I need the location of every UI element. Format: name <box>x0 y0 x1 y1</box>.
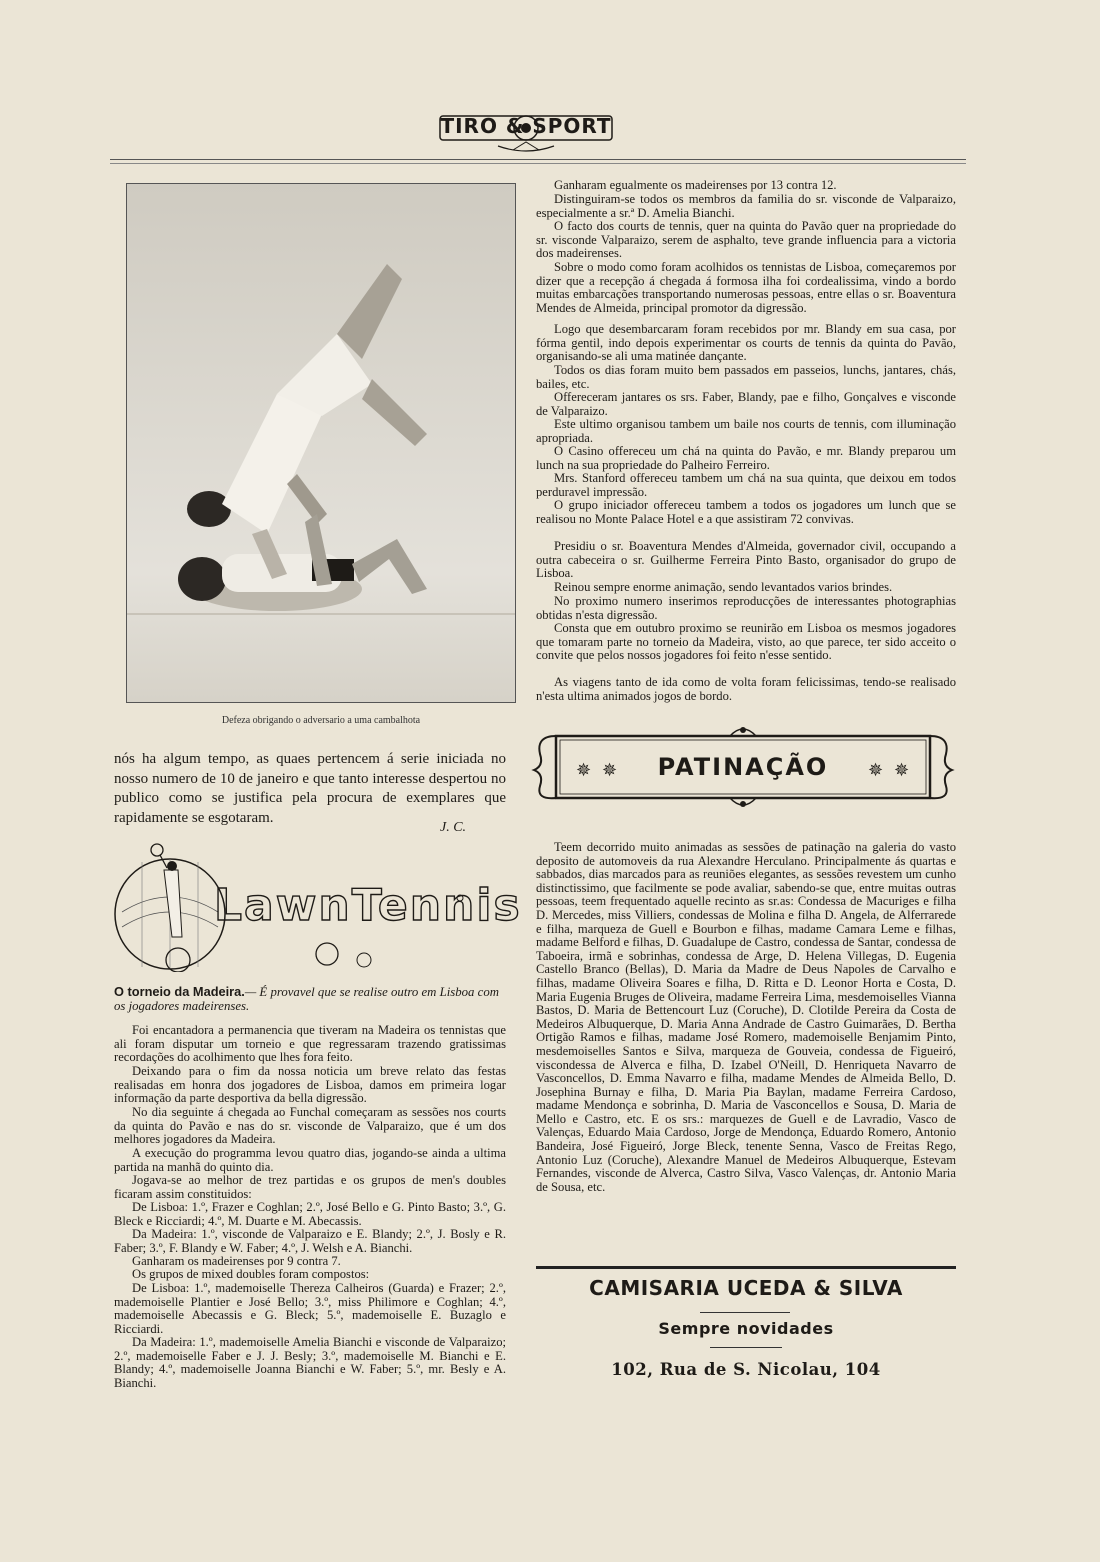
tennis-paragraph-6: De Lisboa: 1.º, Frazer e Coghlan; 2.º, José Bello e G. Pinto Basto; 3.º, G. Bleck e Ricciardi; 4.º, M. Duarte e M. Abecassis. <box>114 1200 506 1228</box>
advert-address: 102, Rua de S. Nicolau, 104 <box>611 1360 881 1379</box>
right-paragraph-12: Presidiu o sr. Boaventura Mendes d'Almeida, governador civil, occupando a outra cabeceira o sr. Guilherme Ferreira Pinto Basto, organisador do grupo de Lisboa. <box>536 539 956 581</box>
lawn-tennis-header <box>112 842 522 972</box>
patinacao-title: PATINAÇÃO <box>657 753 829 781</box>
tennis-paragraph-7: Da Madeira: 1.º, visconde de Valparaizo e E. Blandy; 2.º, J. Bosly e R. Faber; 3.º, F. Blandy e W. Faber; 4.º, J. Welsh e A. Bianchi. <box>114 1227 506 1255</box>
masthead-logo <box>438 106 614 156</box>
right-paragraph-16: As viagens tanto de ida como de volta foram felicissimas, tendo-se realisado n'esta ultima animados jogos de bordo. <box>536 675 956 703</box>
tennis-paragraph-1: Foi encantadora a permanencia que tiveram na Madeira os tennistas que ali foram disputar um torneio e que regressaram trazendo gratissimas recordações do acolhimento que lhes fora feito. <box>114 1023 506 1065</box>
tennis-paragraph-10: De Lisboa: 1.º, mademoiselle Thereza Calheiros (Guarda) e Frazer; 2.º, mademoiselle Plantier e José Bello; 3.º, miss Philimore e Coghlan; 4.º, mademoiselle Abecassis e G. Bleck; 5.º, mademoiselle E. Buzaglo e Ricciardi. <box>114 1281 506 1336</box>
svg-text:✵: ✵ <box>576 760 592 781</box>
advert-divider <box>700 1312 790 1313</box>
advert-top-rule <box>536 1266 956 1269</box>
wrestling-photo <box>126 183 516 703</box>
wrestlers-illustration-icon <box>127 184 515 702</box>
tennis-section-heading <box>114 985 506 1013</box>
author-signature: J. C. <box>440 820 467 835</box>
tennis-section-title: O torneio da Madeira. <box>114 984 245 999</box>
svg-text:✵: ✵ <box>602 760 618 781</box>
lawn-tennis-title: LawnTennis <box>214 880 522 931</box>
right-paragraph-1: Ganharam egualmente os madeirenses por 13 contra 12. <box>554 178 837 192</box>
right-paragraph-9: O Casino offereceu um chá na quinta do Pavão, e mr. Blandy preparou um lunch na sua propriedade do Palheiro Ferreiro. <box>536 444 956 472</box>
tennis-paragraph-5: Jogava-se ao melhor de trez partidas e os grupos de men's doubles ficaram assim constituidos: <box>114 1173 506 1201</box>
advert-divider-2 <box>710 1347 782 1348</box>
right-paragraph-8: Este ultimo organisou tambem um baile nos courts de tennis, com illuminação apropriada. <box>536 417 956 445</box>
right-paragraph-4: Sobre o modo como foram acolhidos os tennistas de Lisboa, começaremos por dizer que a recepção á chegada á formosa ilha foi cordealissima, vindo a bordo muitas embarcações transportando numerosas pessoas, entre ellas o sr. Boaventura Mendes de Almeida, principal promotor da digressão. <box>536 260 956 315</box>
header-rule <box>110 159 966 160</box>
masthead-title: TIRO & SPORT <box>440 114 612 138</box>
right-paragraph-11: O grupo iniciador offereceu tambem a todos os jogadores um lunch que se realisou no Monte Palace Hotel e a que assistiram 72 convivas. <box>536 498 956 526</box>
photo-caption: Defeza obrigando o adversario a uma cambalhota <box>221 715 421 726</box>
right-paragraph-13: Reinou sempre enorme animação, sendo levantados varios brindes. <box>554 580 893 594</box>
tennis-paragraph-4: A execução do programma levou quatro dias, jogando-se ainda a ultima partida na manhã do quinto dia. <box>114 1146 506 1174</box>
header-rule-secondary <box>110 163 966 164</box>
patinacao-header <box>530 720 956 812</box>
tennis-paragraph-11: Da Madeira: 1.º, mademoiselle Amelia Bianchi e visconde de Valparaizo; 2.º, mademoiselle Faber e J. J. Besly; 3.º, mademoiselle M. Bianchi e E. Blandy; 4.º, mademoiselle Joanna Bianchi e W. Faber; 5.º, mr. Besly e A. Bianchi. <box>114 1335 506 1390</box>
right-paragraph-15: Consta que em outubro proximo se reunirão em Lisboa os mesmos jogadores que tomaram parte no torneio da Madeira, visto, ao que parece, ter sido acceito o convite que pelos nossos jogadores foi feito n'esse sentido. <box>536 621 956 663</box>
right-paragraph-6: Todos os dias foram muito bem passados em passeios, lunchs, jantares, chás, bailes, etc. <box>536 363 956 391</box>
right-paragraph-7: Offereceram jantares os srs. Faber, Blandy, pae e filho, Gonçalves e visconde de Valparaizo. <box>536 390 956 418</box>
right-paragraph-2: Distinguiram-se todos os membros da familia do sr. visconde de Valparaizo, especialmente a sr.ª D. Amelia Bianchi. <box>536 192 956 220</box>
tennis-paragraph-9: Os grupos de mixed doubles foram compostos: <box>132 1267 370 1281</box>
right-paragraph-14: No proximo numero inserimos reproducções de interessantes photographias obtidas n'esta digressão. <box>536 594 956 622</box>
advert-subtitle: Sempre novidades <box>658 1319 834 1338</box>
patinacao-paragraph: Teem decorrido muito animadas as sessões de patinação na galeria do vasto deposito de automoveis da rua Alexandre Herculano. Principalmente ás quartas e sabbados, dias marcados para as reuniões elegantes, as sessões revestem um cunho distinctissimo, que facilmente se pode avaliar, sabendo-se que, entre muitas outras pessoas, teem frequentado aquelle recinto as sr.as: Condessa de Macuriges e filha D. Mercedes, miss Villiers, condessas de Molina e filha D. Angela, de Alferrarede e filha, marqueza de Guell e Bourbon e filhas, madame Camara Leme e filhas, madame Belford e filhas, D. Guadalupe de Castro, condessa de Santar, condessa de Taboeira, irmã e sobrinhas, condessa de Arge, D. Helena Villegas, D. Eugenia Castello Branco (Bellas), D. Maria da Madre de Deus Napoles de Carvalho e filhas, madame Oliveira Soares e filha, D. Ritta e D. Leonor Horta e Costa, D. Maria Eugenia Bruges de Oliveira, madame Ferreira Lima, mesdemoiselles Vianna Bastos, D. Maria de Bettencourt Luz (Coruche), D. Clotilde Pereira da Costa de Medeiros Albuquerque, D. Maria Anna Andrade de Castro Guimarães, D. Bertha Ortigão Ramos e filhas, madame José Romero, mademoiselle Benjamim Pinto, mesdemoiselles Santos e Silva, marqueza de Gouveia, condessa de Figueiró, viscondessa de Alverca e filha, D. Izabel O'Neill, D. Henriqueta Navarro de Vasconcellos, D. Emma Navarro e filha, madame Mendes de Almeida Bello, D. Josephina Burnay e filha, D. Maria Pia Baylan, madame Ferreira Cardoso, madame Mendonça e sobrinha, D. Maria de Vasconcellos e Sousa, D. Maria de Mello e Castro, etc. E os srs.: marquezes de Guell e de Lavradio, Vasco de Valenças, Eduardo Maia Cardoso, Jorge de Mendonça, Eduardo Romero, Antonio Bandeira, José Figueiró, Jorge Bleck, tenente Senna, Vasco de Freitas Rego, Antonio Luz (Coruche), Alexandre Manuel de Medeiros Albuquerque, Estevam Fernandes, visconde de Alverca, Castro Silva, Vasco Valenças, dr. Antonio Maria de Sousa, etc. <box>536 840 956 1194</box>
tennis-paragraph-3: No dia seguinte á chegada ao Funchal começaram as sessões nos courts da quinta do Pavão e nas do sr. visconde de Valparaizo, que é um dos melhores jogadores da Madeira. <box>114 1105 506 1147</box>
right-paragraph-10: Mrs. Stanford offereceu tambem um chá na sua quinta, que deixou em todos perduravel impressão. <box>536 471 956 499</box>
svg-text:✵: ✵ <box>894 760 910 781</box>
intro-paragraph: nós ha algum tempo, as quaes pertencem á serie iniciada no nosso numero de 10 de janeiro e que tanto interesse despertou no publico como se justifica pela procura de exemplares que rapidamente se esgotaram. <box>114 751 506 826</box>
svg-text:✵: ✵ <box>868 760 884 781</box>
right-paragraph-5: Logo que desembarcaram foram recebidos por mr. Blandy em sua casa, por fórma gentil, indo depois experimentar os courts de tennis da quinta do Pavão, organisando-se ali uma matinée dançante. <box>536 322 956 364</box>
tennis-paragraph-8: Ganharam os madeirenses por 9 contra 7. <box>132 1254 341 1268</box>
tennis-section-subtitle: — É provavel que se realise outro em Lisboa com os jogadores madeirenses. <box>114 985 499 1013</box>
right-paragraph-3: O facto dos courts de tennis, quer na quinta do Pavão quer na propriedade do sr. visconde Valparaizo, serem de asphalto, teve grande influencia para a victoria dos madeirenses. <box>536 219 956 261</box>
advert-title: CAMISARIA UCEDA & SILVA <box>589 1276 903 1300</box>
tennis-paragraph-2: Deixando para o fim da nossa noticia um breve relato das festas realisadas em honra dos jogadores de Lisboa, damos em primeira logar informação da parte desportiva da bella digressão. <box>114 1064 506 1106</box>
